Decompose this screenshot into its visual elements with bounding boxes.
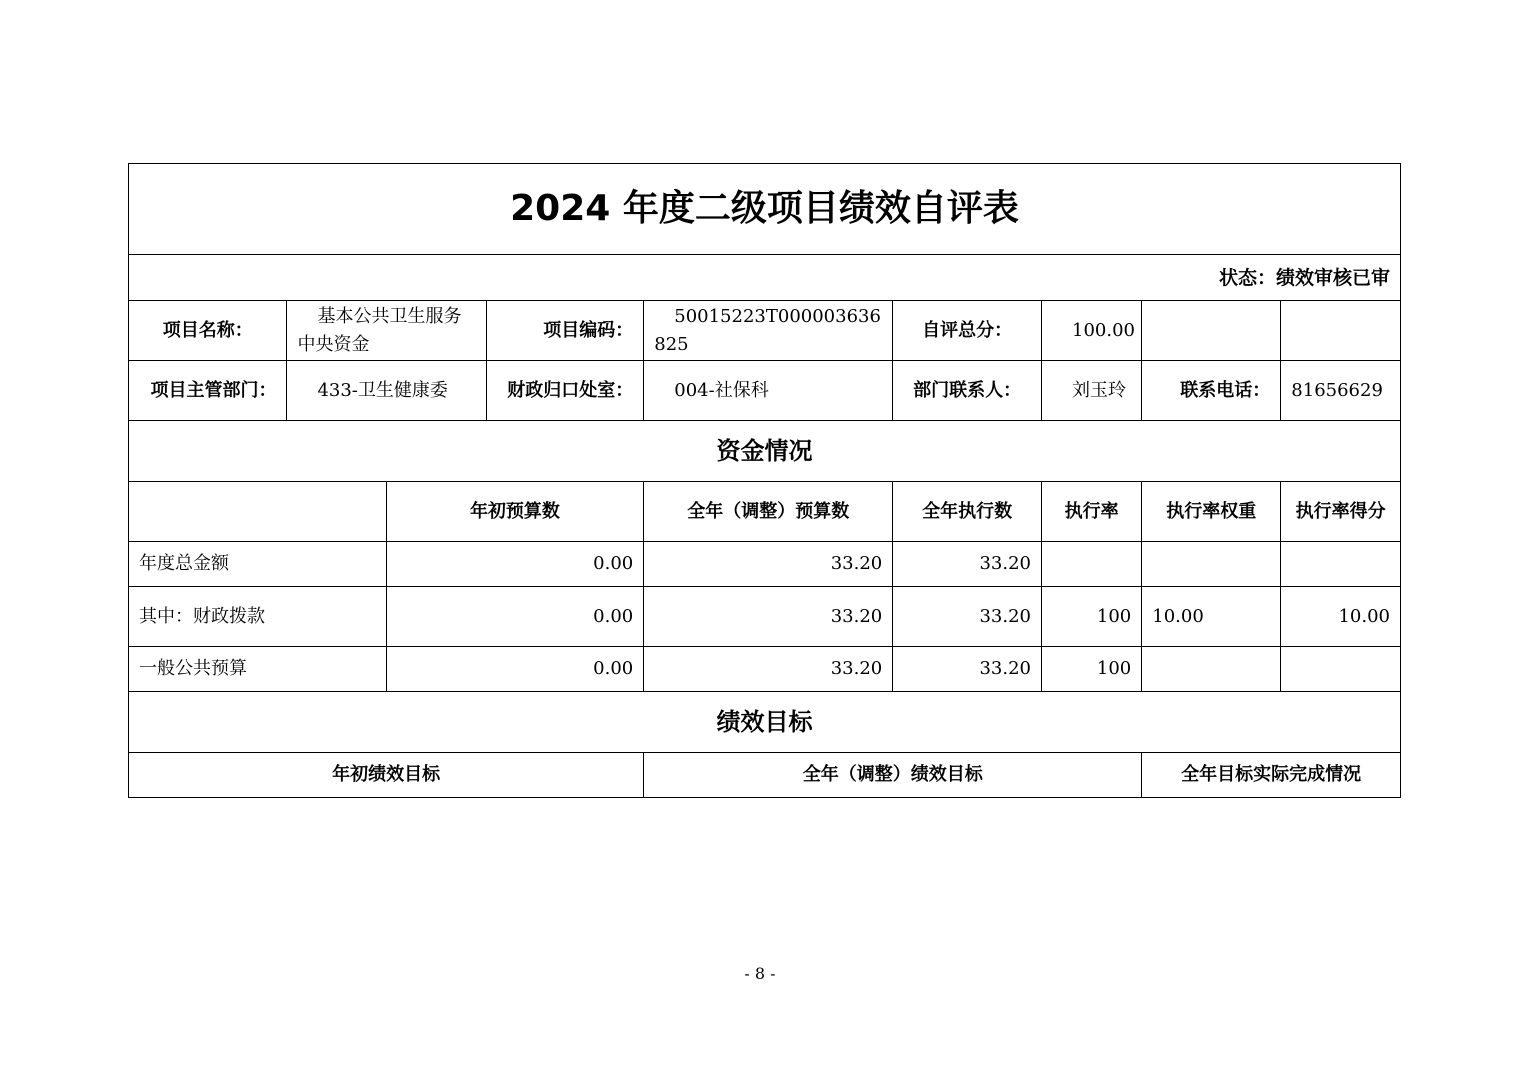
funds-header-rate: 执行率 (1042, 482, 1142, 542)
contact-value: 刘玉玲 (1042, 361, 1142, 421)
project-code-label: 项目编码： (486, 301, 643, 361)
row-weight (1142, 542, 1281, 587)
funds-header-initial: 年初预算数 (386, 482, 644, 542)
row-label: 其中：财政拨款 (129, 587, 387, 647)
row-executed: 33.20 (893, 542, 1042, 587)
page-title: 2024 年度二级项目绩效自评表 (129, 164, 1401, 255)
score-label: 自评总分： (893, 301, 1042, 361)
table-row (129, 587, 1401, 647)
contact-label: 部门联系人： (893, 361, 1042, 421)
row-adjusted: 33.20 (644, 542, 893, 587)
goals-header-adjusted: 全年（调整）绩效目标 (644, 753, 1142, 798)
row-score (1281, 542, 1401, 587)
empty-cell (1142, 301, 1281, 361)
funds-header-weight: 执行率权重 (1142, 482, 1281, 542)
row-initial: 0.00 (386, 647, 644, 692)
row-executed: 33.20 (893, 587, 1042, 647)
dept-value: 433-卫生健康委 (287, 361, 486, 421)
funds-header-blank (129, 482, 387, 542)
evaluation-table (128, 163, 1401, 798)
dept-label: 项目主管部门： (129, 361, 287, 421)
row-rate: 100 (1042, 647, 1142, 692)
row-initial: 0.00 (386, 587, 644, 647)
row-score: 10.00 (1281, 587, 1401, 647)
funds-header-score: 执行率得分 (1281, 482, 1401, 542)
funds-header-adjusted: 全年（调整）预算数 (644, 482, 893, 542)
status-text: 状态：绩效审核已审 (129, 255, 1401, 301)
project-name-value: 基本公共卫生服务中央资金 (287, 301, 486, 361)
row-adjusted: 33.20 (644, 647, 893, 692)
funds-header-executed: 全年执行数 (893, 482, 1042, 542)
goals-header-initial: 年初绩效目标 (129, 753, 644, 798)
row-initial: 0.00 (386, 542, 644, 587)
row-label: 年度总金额 (129, 542, 387, 587)
score-value: 100.00 (1042, 301, 1142, 361)
table-row (129, 647, 1401, 692)
row-weight: 10.00 (1142, 587, 1281, 647)
goals-header-actual: 全年目标实际完成情况 (1142, 753, 1401, 798)
page-number: - 8 - (744, 964, 776, 983)
phone-value: 81656629 (1281, 361, 1401, 421)
phone-label: 联系电话： (1142, 361, 1281, 421)
row-score (1281, 647, 1401, 692)
goals-section-title: 绩效目标 (129, 692, 1401, 753)
row-executed: 33.20 (893, 647, 1042, 692)
row-label: 一般公共预算 (129, 647, 387, 692)
empty-cell (1281, 301, 1401, 361)
row-weight (1142, 647, 1281, 692)
row-rate: 100 (1042, 587, 1142, 647)
row-rate (1042, 542, 1142, 587)
performance-evaluation-sheet (128, 163, 1401, 798)
office-label: 财政归口处室： (486, 361, 643, 421)
project-code-value: 50015223T000003636825 (644, 301, 893, 361)
row-adjusted: 33.20 (644, 587, 893, 647)
office-value: 004-社保科 (644, 361, 893, 421)
funds-section-title: 资金情况 (129, 421, 1401, 482)
project-name-label: 项目名称： (129, 301, 287, 361)
table-row (129, 542, 1401, 587)
